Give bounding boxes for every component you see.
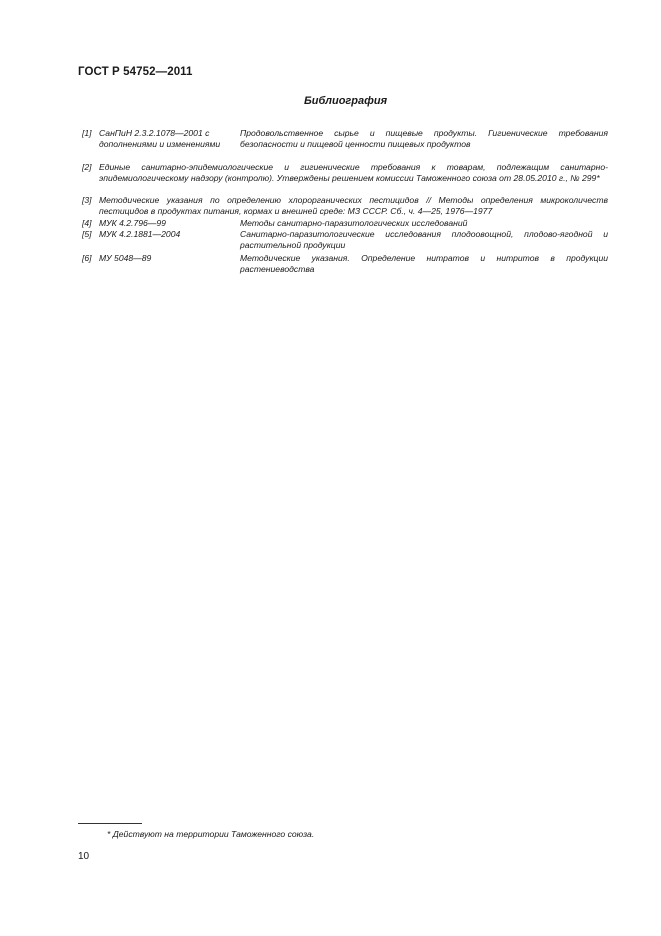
entry-number: [3]: [82, 195, 92, 205]
entry-text: Единые санитарно-эпидемиологические и гигиенические требования к товарам, подлежащим санитарно-эпидемиологическому надзору (контролю). Утверждены решением комиссии Таможенного союза от 28.05.2010 г., № 299*: [99, 162, 608, 184]
bibliography-entry-6: [82, 253, 608, 275]
entry-description: Методы санитарно-паразитологических исследований: [240, 218, 468, 228]
entry-reference: МУК 4.2.796—99: [99, 218, 166, 228]
footnote: * Действуют на территории Таможенного союза.: [107, 829, 315, 839]
entry-number: [2]: [82, 162, 92, 172]
entry-number: [1]: [82, 128, 92, 138]
entry-reference: МУ 5048—89: [99, 253, 152, 263]
entry-number: [6]: [82, 253, 92, 263]
bibliography-entry-5: [82, 229, 608, 253]
entry-description: Методические указания. Определение нитратов и нитритов в продукции растениеводства: [240, 253, 608, 275]
bibliography-entry-2: [82, 162, 608, 195]
bibliography-list: [82, 128, 608, 275]
bibliography-entry-1: [82, 128, 608, 162]
entry-description: Санитарно-паразитологические исследования плодоовощной, плодово-ягодной и растительной продукции: [240, 229, 608, 251]
entry-number: [5]: [82, 229, 92, 239]
entry-reference: СанПиН 2.3.2.1078—2001 с дополнениями и изменениями: [99, 128, 221, 150]
bibliography-title: Библиография: [303, 95, 388, 107]
entry-text: Методические указания по определению хлорорганических пестицидов // Методы определения микроколичеств пестицидов в продуктах питания, кормах и внешней среде: МЗ СССР. Сб., ч. 4—25, 1976—1977: [99, 195, 608, 217]
entry-reference: МУК 4.2.1881—2004: [99, 229, 181, 239]
entry-description: Продовольственное сырье и пищевые продукты. Гигиенические требования безопасности и пищевой ценности пищевых продуктов: [240, 128, 608, 150]
page-number: 10: [78, 851, 90, 862]
bibliography-entry-3: [82, 195, 608, 218]
document-header-standard: ГОСТ Р 54752—2011: [78, 66, 193, 78]
footnote-separator: [78, 823, 142, 824]
bibliography-entry-4: [82, 218, 608, 229]
entry-number: [4]: [82, 218, 92, 228]
